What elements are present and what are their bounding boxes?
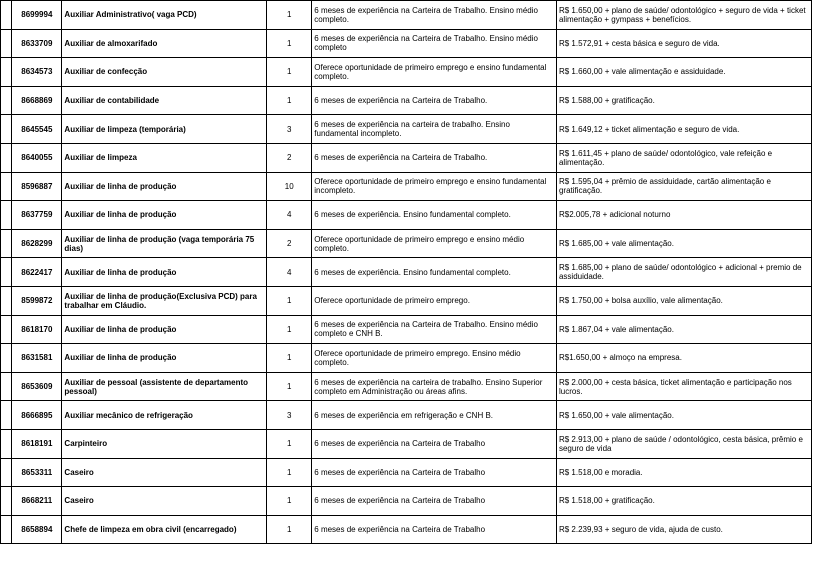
- job-code: 8637759: [12, 201, 62, 230]
- job-code: 8668869: [12, 86, 62, 115]
- job-code: 8631581: [12, 344, 62, 373]
- row-margin-cell: [1, 115, 12, 144]
- job-requirements: 6 meses de experiência na Carteira de Trabalho. Ensino médio completo: [312, 29, 557, 58]
- row-margin-cell: [1, 315, 12, 344]
- vacancy-count: 1: [267, 487, 312, 516]
- salary-benefits: R$ 2.913,00 + plano de saúde / odontológico, cesta básica, prêmio e seguro de vida: [556, 429, 811, 458]
- row-margin-cell: [1, 458, 12, 487]
- table-row: [1, 229, 812, 258]
- table-row: [1, 401, 812, 430]
- vacancy-count: 1: [267, 29, 312, 58]
- vacancy-count: 2: [267, 229, 312, 258]
- table-row: [1, 458, 812, 487]
- table-row: [1, 201, 812, 230]
- table-row: [1, 286, 812, 315]
- vacancy-count: 1: [267, 458, 312, 487]
- job-title: Auxiliar de linha de produção: [62, 344, 267, 373]
- job-requirements: 6 meses de experiência na Carteira de Trabalho: [312, 429, 557, 458]
- table-row: [1, 58, 812, 87]
- table-row: [1, 115, 812, 144]
- salary-benefits: R$ 1.750,00 + bolsa auxílio, vale alimentação.: [556, 286, 811, 315]
- job-requirements: 6 meses de experiência na Carteira de Trabalho. Ensino médio completo.: [312, 1, 557, 30]
- table-row: [1, 29, 812, 58]
- vacancy-count: 4: [267, 258, 312, 287]
- table-row: [1, 315, 812, 344]
- row-margin-cell: [1, 58, 12, 87]
- table-row: [1, 86, 812, 115]
- job-code: 8658894: [12, 515, 62, 544]
- job-title: Auxiliar de linha de produção: [62, 258, 267, 287]
- job-requirements: 6 meses de experiência. Ensino fundamental completo.: [312, 258, 557, 287]
- vacancy-count: 1: [267, 372, 312, 401]
- vacancy-count: 1: [267, 315, 312, 344]
- salary-benefits: R$1.650,00 + almoço na empresa.: [556, 344, 811, 373]
- job-title: Auxiliar mecânico de refrigeração: [62, 401, 267, 430]
- job-requirements: Oferece oportunidade de primeiro emprego e ensino fundamental completo.: [312, 58, 557, 87]
- row-margin-cell: [1, 229, 12, 258]
- vacancy-count: 1: [267, 86, 312, 115]
- table-row: [1, 258, 812, 287]
- salary-benefits: R$ 1.650,00 + vale alimentação.: [556, 401, 811, 430]
- row-margin-cell: [1, 515, 12, 544]
- salary-benefits: R$2.005,78 + adicional noturno: [556, 201, 811, 230]
- job-code: 8599872: [12, 286, 62, 315]
- table-row: [1, 429, 812, 458]
- row-margin-cell: [1, 429, 12, 458]
- job-code: 8596887: [12, 172, 62, 201]
- job-code: 8666895: [12, 401, 62, 430]
- job-code: 8618170: [12, 315, 62, 344]
- job-requirements: 6 meses de experiência na carteira de trabalho. Ensino fundamental incompleto.: [312, 115, 557, 144]
- vacancy-count: 1: [267, 1, 312, 30]
- table-row: [1, 372, 812, 401]
- salary-benefits: R$ 2.239,93 + seguro de vida, ajuda de custo.: [556, 515, 811, 544]
- job-title: Chefe de limpeza em obra civil (encarregado): [62, 515, 267, 544]
- row-margin-cell: [1, 1, 12, 30]
- salary-benefits: R$ 1.649,12 + ticket alimentação e seguro de vida.: [556, 115, 811, 144]
- vacancy-count: 4: [267, 201, 312, 230]
- salary-benefits: R$ 1.867,04 + vale alimentação.: [556, 315, 811, 344]
- job-code: 8668211: [12, 487, 62, 516]
- job-code: 8640055: [12, 143, 62, 172]
- row-margin-cell: [1, 344, 12, 373]
- job-code: 8634573: [12, 58, 62, 87]
- vacancy-count: 1: [267, 58, 312, 87]
- job-requirements: 6 meses de experiência na Carteira de Trabalho.: [312, 143, 557, 172]
- salary-benefits: R$ 1.518,00 e moradia.: [556, 458, 811, 487]
- salary-benefits: R$ 1.588,00 + gratificação.: [556, 86, 811, 115]
- job-title: Auxiliar de almoxarifado: [62, 29, 267, 58]
- vacancy-count: 1: [267, 429, 312, 458]
- job-requirements: 6 meses de experiência na Carteira de Trabalho: [312, 515, 557, 544]
- vacancy-count: 1: [267, 515, 312, 544]
- job-title: Auxiliar de linha de produção: [62, 315, 267, 344]
- row-margin-cell: [1, 29, 12, 58]
- job-requirements: 6 meses de experiência na Carteira de Trabalho: [312, 458, 557, 487]
- row-margin-cell: [1, 201, 12, 230]
- row-margin-cell: [1, 143, 12, 172]
- job-code: 8633709: [12, 29, 62, 58]
- job-requirements: Oferece oportunidade de primeiro emprego.: [312, 286, 557, 315]
- vacancy-count: 1: [267, 286, 312, 315]
- row-margin-cell: [1, 86, 12, 115]
- salary-benefits: R$ 1.572,91 + cesta básica e seguro de vida.: [556, 29, 811, 58]
- job-title: Auxiliar de limpeza (temporária): [62, 115, 267, 144]
- job-requirements: 6 meses de experiência na Carteira de Trabalho. Ensino médio completo e CNH B.: [312, 315, 557, 344]
- job-title: Auxiliar Administrativo( vaga PCD): [62, 1, 267, 30]
- salary-benefits: R$ 1.685,00 + vale alimentação.: [556, 229, 811, 258]
- row-margin-cell: [1, 258, 12, 287]
- job-title: Auxiliar de contabilidade: [62, 86, 267, 115]
- salary-benefits: R$ 1.685,00 + plano de saúde/ odontológico + adicional + premio de assiduidade.: [556, 258, 811, 287]
- row-margin-cell: [1, 172, 12, 201]
- salary-benefits: R$ 1.611,45 + plano de saúde/ odontológico, vale refeição e alimentação.: [556, 143, 811, 172]
- salary-benefits: R$ 1.660,00 + vale alimentação e assiduidade.: [556, 58, 811, 87]
- table-row: [1, 487, 812, 516]
- job-title: Auxiliar de linha de produção (vaga temporária 75 dias): [62, 229, 267, 258]
- table-row: [1, 344, 812, 373]
- table-row: [1, 515, 812, 544]
- row-margin-cell: [1, 372, 12, 401]
- job-title: Auxiliar de linha de produção(Exclusiva PCD) para trabalhar em Cláudio.: [62, 286, 267, 315]
- job-code: 8628299: [12, 229, 62, 258]
- job-title: Auxiliar de limpeza: [62, 143, 267, 172]
- job-code: 8622417: [12, 258, 62, 287]
- vacancy-count: 10: [267, 172, 312, 201]
- job-code: 8618191: [12, 429, 62, 458]
- job-requirements: Oferece oportunidade de primeiro emprego e ensino fundamental incompleto.: [312, 172, 557, 201]
- job-title: Auxiliar de linha de produção: [62, 172, 267, 201]
- job-code: 8645545: [12, 115, 62, 144]
- row-margin-cell: [1, 487, 12, 516]
- job-code: 8653311: [12, 458, 62, 487]
- vacancy-count: 3: [267, 115, 312, 144]
- salary-benefits: R$ 2.000,00 + cesta básica, ticket alimentação e participação nos lucros.: [556, 372, 811, 401]
- job-requirements: 6 meses de experiência na Carteira de Trabalho.: [312, 86, 557, 115]
- table-row: [1, 1, 812, 30]
- job-title: Caseiro: [62, 458, 267, 487]
- salary-benefits: R$ 1.595,04 + prêmio de assiduidade, cartão alimentação e gratificação.: [556, 172, 811, 201]
- salary-benefits: R$ 1.650,00 + plano de saúde/ odontológico + seguro de vida + ticket alimentação + gympass + benefícios.: [556, 1, 811, 30]
- job-requirements: Oferece oportunidade de primeiro emprego. Ensino médio completo.: [312, 344, 557, 373]
- job-code: 8653609: [12, 372, 62, 401]
- job-title: Auxiliar de confecção: [62, 58, 267, 87]
- vacancy-count: 3: [267, 401, 312, 430]
- table-row: [1, 143, 812, 172]
- job-title: Auxiliar de linha de produção: [62, 201, 267, 230]
- vacancy-count: 2: [267, 143, 312, 172]
- job-title: Caseiro: [62, 487, 267, 516]
- job-requirements: 6 meses de experiência na Carteira de Trabalho: [312, 487, 557, 516]
- table-row: [1, 172, 812, 201]
- salary-benefits: R$ 1.518,00 + gratificação.: [556, 487, 811, 516]
- vacancy-count: 1: [267, 344, 312, 373]
- job-title: Carpinteiro: [62, 429, 267, 458]
- row-margin-cell: [1, 286, 12, 315]
- job-code: 8699994: [12, 1, 62, 30]
- table-body: [1, 1, 812, 544]
- job-requirements: 6 meses de experiência. Ensino fundamental completo.: [312, 201, 557, 230]
- row-margin-cell: [1, 401, 12, 430]
- job-requirements: 6 meses de experiência em refrigeração e CNH B.: [312, 401, 557, 430]
- job-requirements: Oferece oportunidade de primeiro emprego e ensino médio completo.: [312, 229, 557, 258]
- job-requirements: 6 meses de experiência na carteira de trabalho. Ensino Superior completo em Administração ou áreas afins.: [312, 372, 557, 401]
- job-title: Auxiliar de pessoal (assistente de departamento pessoal): [62, 372, 267, 401]
